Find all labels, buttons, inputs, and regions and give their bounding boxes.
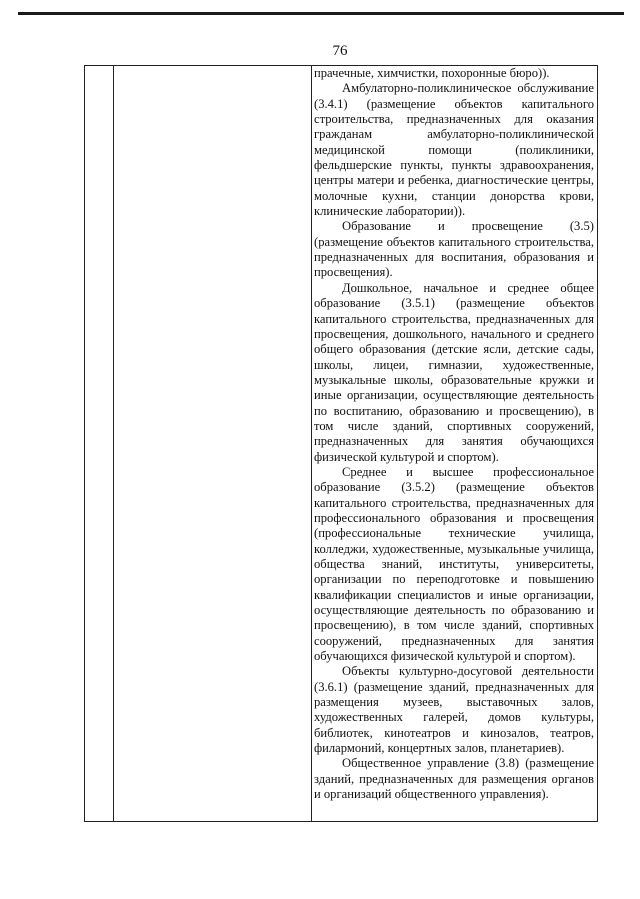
column-divider-2	[311, 66, 312, 821]
document-table	[84, 65, 598, 822]
paragraph-professional-education: Среднее и высшее профессиональное образование (3.5.2) (размещение объектов капитального строительства, предназначенных для профессионального образования и просвещения (профессиональные технические училища, колледжи, художественные, музыкальные училища, общества знаний, институты, университеты, организации по переподготовке и повышению квалификации специалистов и иные организации, осуществляющие деятельность по образованию и просвещению), в том числе зданий, спортивных сооружений, предназначенных для занятия обучающихся физической культурой и спортом).	[314, 464, 594, 664]
paragraph-cultural-leisure: Объекты культурно-досуговой деятельности (3.6.1) (размещение зданий, предназначенных для размещения музеев, выставочных залов, художественных галерей, домов культуры, библиотек, кинотеатров и кинозалов, театров, филармоний, концертных залов, планетариев).	[314, 664, 594, 756]
page-number: 76	[332, 43, 348, 59]
paragraph-ambulatory-care: Амбулаторно-поликлиническое обслуживание (3.4.1) (размещение объектов капитального строительства, предназначенных для оказания гражданам амбулаторно-поликлинической медицинской помощи (поликлиники, фельдшерские пункты, пункты здравоохранения, центры матери и ребенка, диагностические центры, молочные кухни, станции донорства крови, клинические лаборатории)).	[314, 81, 594, 219]
column-divider-1	[113, 66, 114, 821]
top-border-line	[18, 12, 624, 15]
paragraph-general-education: Дошкольное, начальное и среднее общее образование (3.5.1) (размещение объектов капитального строительства, предназначенных для просвещения, дошкольного, начального и среднего общего образования (детские ясли, детские сады, школы, лицеи, гимназии, художественные, музыкальные школы, образовательные кружки и иные организации, осуществляющие деятельность по воспитанию, образованию и просвещению), в том числе зданий, спортивных сооружений, предназначенных для занятия обучающихся физической культурой и спортом).	[314, 280, 594, 464]
paragraph-education: Образование и просвещение (3.5) (размещение объектов капитального строительства, предназначенных для воспитания, образования и просвещения).	[314, 219, 594, 280]
table-text-cell	[314, 66, 594, 803]
paragraph-continuation: прачечные, химчистки, похоронные бюро)).	[314, 66, 550, 80]
paragraph-public-administration: Общественное управление (3.8) (размещение зданий, предназначенных для размещения органов и организаций общественного управления).	[314, 756, 594, 802]
